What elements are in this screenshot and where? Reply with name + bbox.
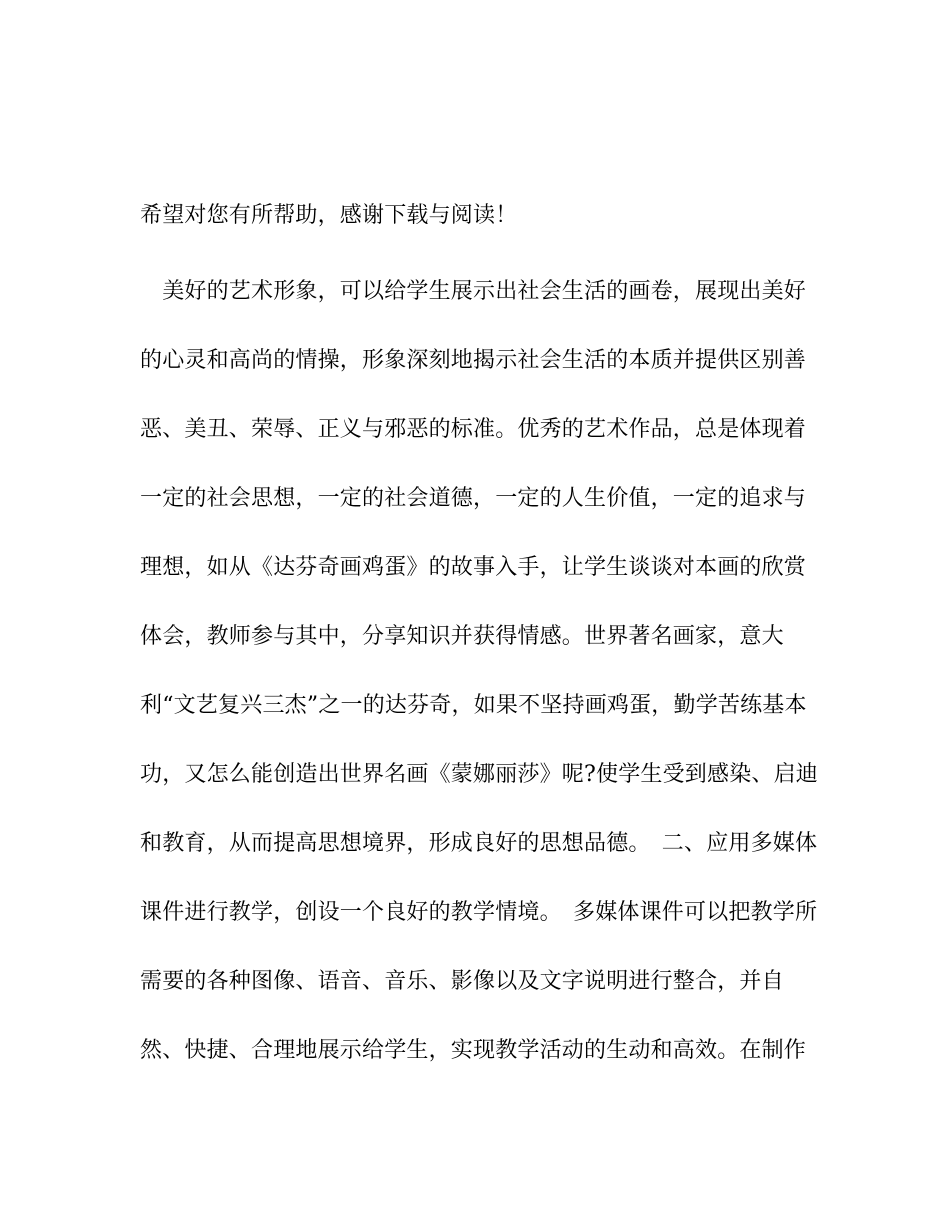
text-line: 体会，教师参与其中，分享知识并获得情感。世界著名画家，意大 [140, 624, 784, 649]
text-line: 需要的各种图像、语音、音乐、影像以及文字说明进行整合，并自 [140, 969, 784, 994]
text-line: 理想，如从《达芬奇画鸡蛋》的故事入手，让学生谈谈对本画的欣赏 [140, 555, 807, 580]
text-line: 一定的社会思想，一定的社会道德，一定的人生价值，一定的追求与 [140, 486, 807, 511]
text-line: 美好的艺术形象，可以给学生展示出社会生活的画卷，展现出美好 [140, 279, 807, 304]
text-line: 希望对您有所帮助，感谢下载与阅读！ [140, 203, 518, 228]
text-line: 的心灵和高尚的情操，形象深刻地揭示社会生活的本质并提供区别善 [140, 348, 807, 373]
text-line: 恶、美丑、荣辱、正义与邪恶的标准。优秀的艺术作品，总是体现着 [140, 417, 807, 442]
text-line: 和教育，从而提高思想境界，形成良好的思想品德。 二、应用多媒体 [140, 831, 818, 856]
text-line: 然、快捷、合理地展示给学生，实现教学活动的生动和高效。在制作 [140, 1038, 807, 1063]
text-line: 利“文艺复兴三杰”之一的达芬奇，如果不坚持画鸡蛋，勤学苦练基本 [140, 693, 807, 718]
text-line: 课件进行教学，创设一个良好的教学情境。 多媒体课件可以把教学所 [140, 900, 818, 925]
text-line: 功，又怎么能创造出世界名画《蒙娜丽莎》呢?使学生受到感染、启迪 [140, 762, 818, 787]
